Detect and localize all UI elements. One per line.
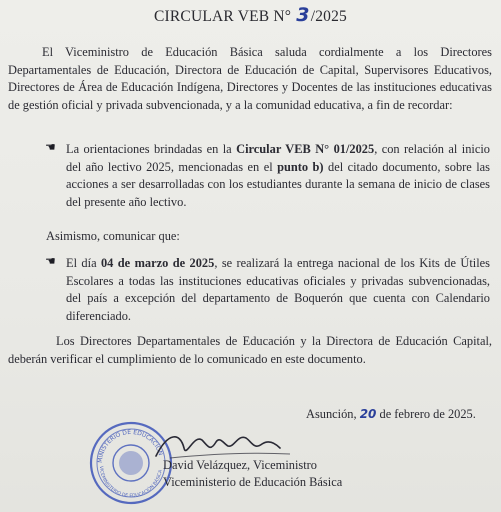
bullet-item-orientaciones [66, 141, 490, 211]
asimismo-paragraph: Asimismo, comunicar que: [46, 229, 180, 243]
document-title [0, 4, 501, 26]
date-handwritten-day: 20 [359, 407, 377, 421]
bullet1-text-b: , con relación al inicio del año lectivo 2025, mencionadas en el [66, 142, 490, 174]
bullet-hand-icon: ☚ [45, 140, 56, 154]
bullet1-text-a: La orientaciones brindadas en la [66, 142, 237, 156]
date-rest: de febrero de 2025. [376, 407, 476, 421]
bullet1-text-c: del citado documento, sobre las acciones a ser desarrolladas con los estudiantes durante la semana de inicio de clases del presente año lectivo. [66, 159, 490, 209]
title-suffix: /2025 [310, 8, 348, 25]
signatory-office: Viceministerio de Educación Básica [163, 475, 343, 489]
seal-text-bottom: VICEMINISTERIO DE EDUCACIÓN BÁSICA [97, 465, 164, 500]
bullet-item-kits [66, 255, 490, 325]
date-place: Asunción, [306, 407, 360, 421]
title-handwritten-number: 3 [296, 4, 310, 26]
seal-text-top: MINISTERIO DE EDUCACIÓN [96, 428, 164, 464]
bullet2-text-b: , se realizará la entrega nacional de los Kits de Útiles Escolares a todas las instituciones educativas oficiales y privadas subvencionadas, del país a excepción del departamento de Boquerón que cuenta con Calendario diferenciado. [66, 256, 490, 323]
intro-paragraph: El Viceministro de Educación Básica saluda cordialmente a los Directores Departamentales de Educación, Directora de Educación de Capital, Supervisores Educativos, Directores de Área de Educación Indígena, Directores y Docentes de las instituciones educativas de gestión oficial y privada subvencionada, y a la comunidad educativa, a fin de recordar: [8, 45, 492, 112]
closing-paragraph: Los Directores Departamentales de Educación y la Directora de Educación Capital, deberán verificar el cumplimiento de lo comunicado en este documento. [8, 334, 492, 366]
bullet2-date: 04 de marzo de 2025 [100, 256, 215, 270]
bullet-hand-icon: ☚ [45, 254, 56, 268]
document-date [306, 407, 476, 422]
bullet1-punto-ref: punto b) [277, 159, 324, 174]
bullet2-text-a: El día [66, 256, 101, 270]
bullet1-circular-ref: Circular VEB N° 01/2025 [236, 142, 375, 156]
signatory-name: David Velázquez, Viceministro [163, 458, 317, 472]
title-prefix: CIRCULAR VEB N° [153, 8, 292, 25]
